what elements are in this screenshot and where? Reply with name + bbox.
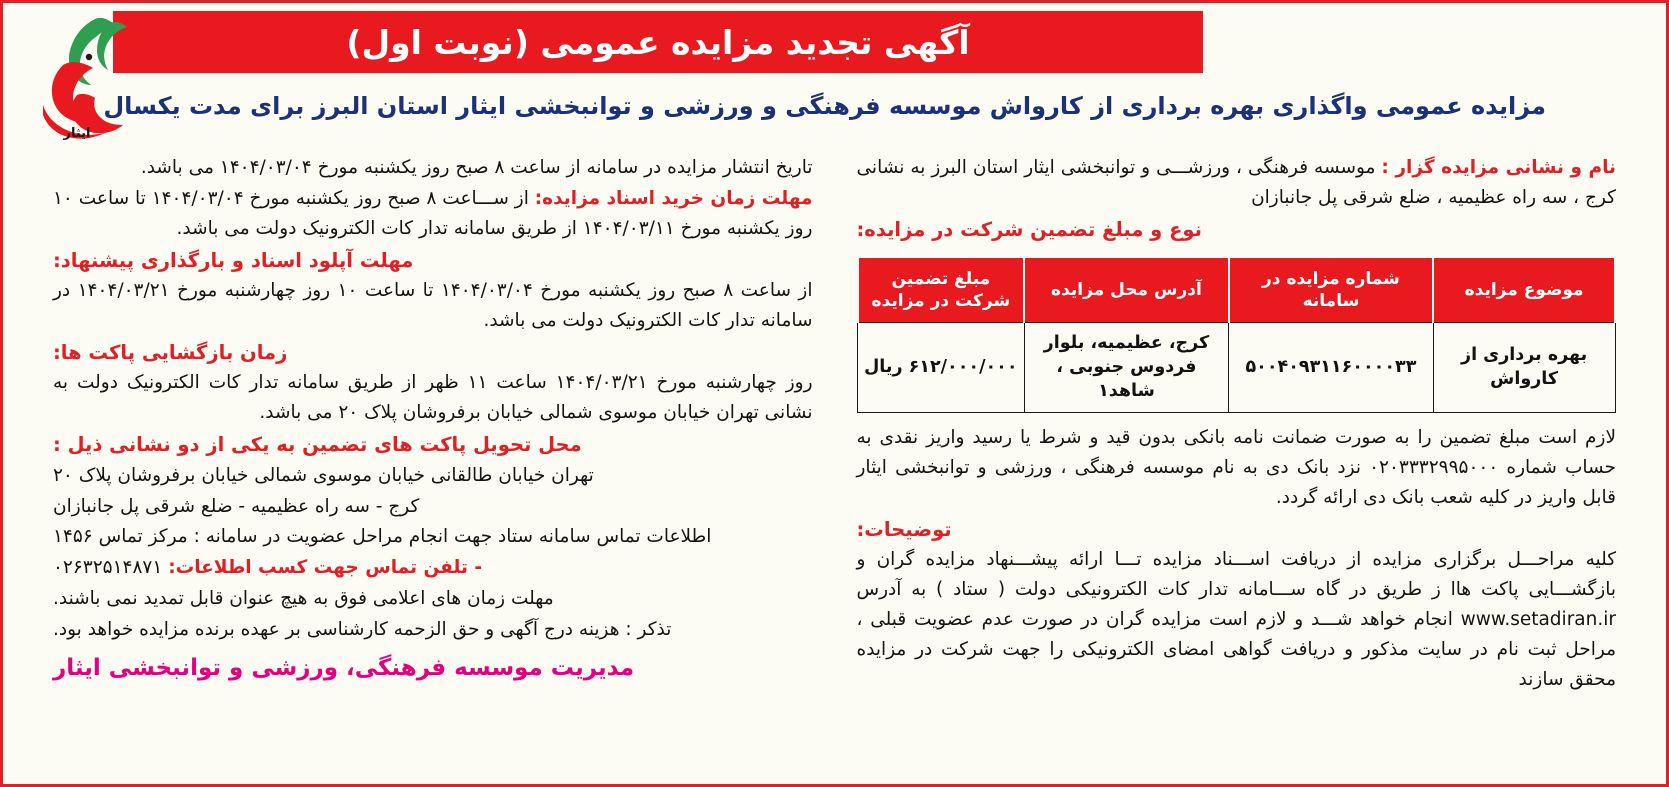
- publish-date-line: تاریخ انتشار مزایده در سامانه از ساعت ۸ صبح روز یکشنبه مورخ ۱۴۰۴/۰۳/۰۴ می باشد.: [140, 157, 813, 178]
- purchase-period-text: از ســـاعت ۸ صبح روز یکشنبه مورخ ۱۴۰۴/۰۳/۰۴ تا ساعت ۱۰ روز یکشنبه مورخ ۱۴۰۴/۰۳/۱۱ از طریق سامانه تدار کات الکترونیک دولت می باشد.: [53, 187, 813, 239]
- main-title-banner: [113, 11, 1203, 73]
- notes-text-before-url: کلیه مراحـــل برگزاری مزایده از دریافت اســـناد مزایده تـــا ارائه پیشـــنهاد مزایده گران و بازگشـــایی پاکت هاا ز طریق در گاه ســـامانه تدار کات الکترونیکی دولت ( ستاد ) به آدرس: [856, 549, 1616, 601]
- right-column: [835, 153, 1639, 776]
- organizer-label: نام و نشانی مزایده گزار :: [1381, 157, 1616, 178]
- table-row: [858, 323, 1616, 413]
- upload-period-label: مهلت آپلود اسناد و بارگذاری پیشنهاد:: [53, 248, 414, 272]
- page-title: آگهی تجدید مزایده عمومی (نوبت اول): [346, 22, 970, 62]
- th-deposit: مبلغ تضمین شرکت در مزایده: [858, 257, 1025, 323]
- contact-label: - تلفن تماس جهت کسب اطلاعات:: [168, 557, 483, 579]
- notes-paragraph: [857, 545, 1617, 695]
- th-auction-number: شماره مزایده در سامانه: [1229, 257, 1434, 323]
- setad-website-link[interactable]: www.setadiran.ir: [1460, 609, 1616, 631]
- opening-time-label: زمان بازگشایی پاکت ها:: [53, 341, 288, 365]
- td-deposit: ۶۱۲/۰۰۰/۰۰۰ ریال: [858, 323, 1025, 413]
- td-subject: بهره برداری از کارواش: [1433, 323, 1615, 413]
- table-header-row: [858, 257, 1616, 323]
- organizer-paragraph: [857, 153, 1617, 213]
- left-column: [31, 153, 835, 776]
- guarantee-label: نوع و مبلغ تضمین شرکت در مزایده:: [856, 217, 1202, 241]
- isar-logo: [17, 9, 139, 141]
- setad-support-line: اطلاعات تماس سامانه ستاد جهت انجام مراحل عضویت در سامانه : مرکز تماس ۱۴۵۶: [53, 526, 712, 548]
- cost-responsibility-note: تذکر : هزینه درج آگهی و حق الزحمه کارشناسی بر عهده برنده مزایده خواهد بود.: [53, 619, 672, 641]
- td-address: کرج، عظیمیه، بلوار فردوس جنوبی ، شاهد۱: [1024, 323, 1229, 413]
- purchase-period-label: مهلت زمان خرید اسناد مزایده:: [534, 187, 813, 209]
- notes-text-after-url: انجام خواهد شـــد و لازم است مزایده گران در صورت عدم عضویت قبلی ، مراحل ثبت نام در سایت مذکور و دریافت گواهی امضای الکترونیکی را جهت شرکت در مزایده محقق سازند: [856, 609, 1616, 691]
- delivery-location-label: محل تحویل پاکت های تضمین به یکی از دو نشانی ذیل :: [53, 433, 582, 457]
- no-extension-note: مهلت زمان های اعلامی فوق به هیچ عنوان قابل تمدید نمی باشند.: [53, 588, 554, 610]
- content-columns: [3, 153, 1666, 776]
- guarantee-note: لازم است مبلغ تضمین را به صورت ضمانت نامه بانکی بدون قید و شرط یا رسید واریز نقدی به حساب شماره ۰۲۰۳۳۳۲۹۹۵۰۰۰ نزد بانک دی به نام موسسه فرهنگی ، ورزشی و توانبخشی ایثار قابل واریز در کلیه شعب بانک دی ارائه گردد.: [856, 427, 1616, 509]
- contact-paragraph: [53, 553, 813, 583]
- delivery-address-1: تهران خیابان طالقانی خیابان موسوی شمالی خیابان برفروشان پلاک ۲۰: [53, 464, 594, 486]
- th-subject: موضوع مزایده: [1433, 257, 1615, 323]
- management-signature: مدیریت موسسه فرهنگی، ورزشی و توانبخشی ایثار: [53, 655, 635, 682]
- contact-phone-number[interactable]: ۰۲۶۳۲۵۱۴۸۷۱: [53, 557, 163, 579]
- logo-caption: ایثار: [63, 126, 91, 141]
- opening-time-text: روز چهارشنبه مورخ ۱۴۰۴/۰۳/۲۱ ساعت ۱۱ ظهر از طریق سامانه تدار کات الکترونیک دولت به نشانی تهران خیابان موسوی شمالی خیابان برفروشان پلاک ۲۰ می باشد.: [53, 372, 813, 424]
- auction-table: [857, 256, 1617, 413]
- organizer-text: موسسه فرهنگی ، ورزشـــی و توانبخشی ایثار استان البرز به نشانی کرج ، سه راه عظیمیه ، ضلع شرقی پل جانبازان: [856, 157, 1616, 208]
- purchase-period-paragraph: [53, 184, 813, 244]
- th-address: آدرس محل مزایده: [1024, 257, 1229, 323]
- page-subtitle: مزایده عمومی واگذاری بهره برداری از کارواش موسسه فرهنگی و ورزشی و توانبخشی ایثار استان البرز برای مدت یکسال: [103, 92, 1546, 120]
- notes-label: توضیحات:: [856, 518, 952, 542]
- upload-period-text: از ساعت ۸ صبح روز یکشنبه مورخ ۱۴۰۴/۰۳/۰۴ تا ساعت ۱۰ روز چهارشنبه مورخ ۱۴۰۴/۰۳/۲۱ در سامانه تدار کات الکترونیک دولت می باشد.: [53, 280, 813, 332]
- td-auction-number: ۵۰۰۴۰۹۳۱۱۶۰۰۰۰۳۳: [1229, 323, 1434, 413]
- delivery-address-2: کرج - سه راه عظیمیه - ضلع شرقی پل جانبازان: [53, 495, 420, 517]
